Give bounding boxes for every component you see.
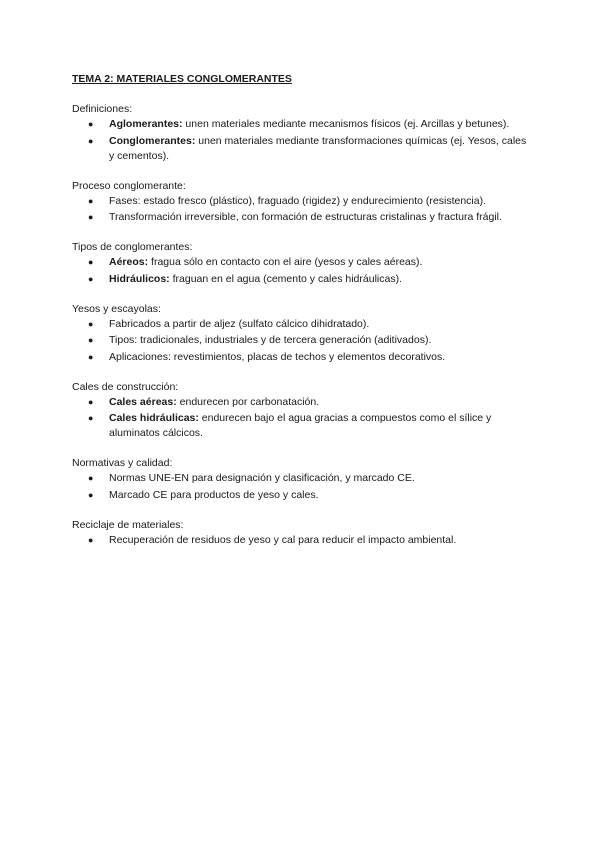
section-tipos <box>72 240 532 287</box>
bullet-list <box>72 395 532 442</box>
bullet-list <box>72 317 532 365</box>
item-text: Tipos: tradicionales, industriales y de tercera generación (aditivados). <box>109 334 432 346</box>
item-text: fragua sólo en contacto con el aire (yesos y cales aéreas). <box>148 256 423 268</box>
section-heading: Normativas y calidad: <box>72 457 173 469</box>
section-heading: Reciclaje de materiales: <box>72 518 184 531</box>
section-yesos <box>72 302 532 365</box>
section-reciclaje <box>72 518 532 548</box>
item-term: Hidráulicos: <box>109 272 170 285</box>
document-title: TEMA 2: MATERIALES CONGLOMERANTES <box>72 73 292 85</box>
list-item <box>72 395 532 410</box>
item-text: fraguan en el agua (cemento y cales hidráulicas). <box>169 272 402 285</box>
section-cales <box>72 380 532 442</box>
bullet-icon: ● <box>88 473 94 483</box>
bullet-icon: ● <box>88 489 94 500</box>
bullet-icon: ● <box>88 195 94 206</box>
bullet-icon: ● <box>88 135 94 146</box>
item-text: Fabricados a partir de aljez (sulfato cálcico dihidratado). <box>109 317 370 330</box>
item-text: endurecen bajo el agua gracias a compuestos como el sílice y aluminatos cálcicos. <box>109 412 492 439</box>
list-item <box>72 317 532 332</box>
section-heading: Tipos de conglomerantes: <box>72 241 193 253</box>
list-item <box>72 210 532 225</box>
list-item <box>72 533 532 548</box>
section-proceso <box>72 179 532 226</box>
item-text: unen materiales mediante mecanismos físicos (ej. Arcillas y betunes). <box>182 118 510 130</box>
item-term: Aéreos: <box>109 256 149 268</box>
bullet-icon: ● <box>88 335 94 345</box>
bullet-icon: ● <box>88 273 94 284</box>
section-definiciones <box>72 102 532 164</box>
item-text: endurecen por carbonatación. <box>176 395 320 408</box>
list-item <box>72 333 532 348</box>
bullet-list <box>72 194 532 226</box>
item-text: unen materiales mediante transformaciones químicas (ej. Yesos, cales y cementos). <box>109 134 527 162</box>
item-text: Normas UNE-EN para designación y clasificación, y marcado CE. <box>109 472 415 484</box>
item-term: Cales aéreas: <box>109 395 177 408</box>
bullet-list <box>72 533 532 548</box>
section-heading: Yesos y escayolas: <box>72 302 161 315</box>
item-text: Transformación irreversible, con formación de estructuras cristalinas y fractura frágil. <box>109 211 502 223</box>
item-text: Fases: estado fresco (plástico), fraguado (rigidez) y endurecimiento (resistencia). <box>109 194 486 207</box>
list-item <box>72 471 532 486</box>
bullet-list <box>72 117 532 164</box>
list-item <box>72 194 532 209</box>
item-term: Cales hidráulicas: <box>109 412 199 424</box>
item-term: Aglomerantes: <box>109 118 183 130</box>
list-item <box>72 134 532 164</box>
bullet-icon: ● <box>88 534 94 545</box>
list-item <box>72 117 532 132</box>
list-item <box>72 350 532 365</box>
section-heading: Cales de construcción: <box>72 380 179 393</box>
bullet-icon: ● <box>88 119 94 129</box>
bullet-icon: ● <box>88 257 94 267</box>
bullet-icon: ● <box>88 212 94 222</box>
list-item <box>72 272 532 287</box>
bullet-list <box>72 471 532 503</box>
bullet-icon: ● <box>88 413 94 423</box>
section-heading: Proceso conglomerante: <box>72 179 186 192</box>
list-item <box>72 411 532 441</box>
item-term: Conglomerantes: <box>109 134 196 147</box>
list-item <box>72 255 532 270</box>
section-normativas <box>72 456 532 503</box>
bullet-list <box>72 255 532 287</box>
item-text: Aplicaciones: revestimientos, placas de techos y elementos decorativos. <box>109 350 446 363</box>
section-heading: Definiciones: <box>72 103 133 115</box>
item-text: Marcado CE para productos de yeso y cales. <box>109 488 319 501</box>
item-text: Recuperación de residuos de yeso y cal para reducir el impacto ambiental. <box>109 533 457 546</box>
bullet-icon: ● <box>88 351 94 362</box>
document-page <box>72 66 532 549</box>
bullet-icon: ● <box>88 318 94 329</box>
bullet-icon: ● <box>88 396 94 407</box>
list-item <box>72 488 532 503</box>
